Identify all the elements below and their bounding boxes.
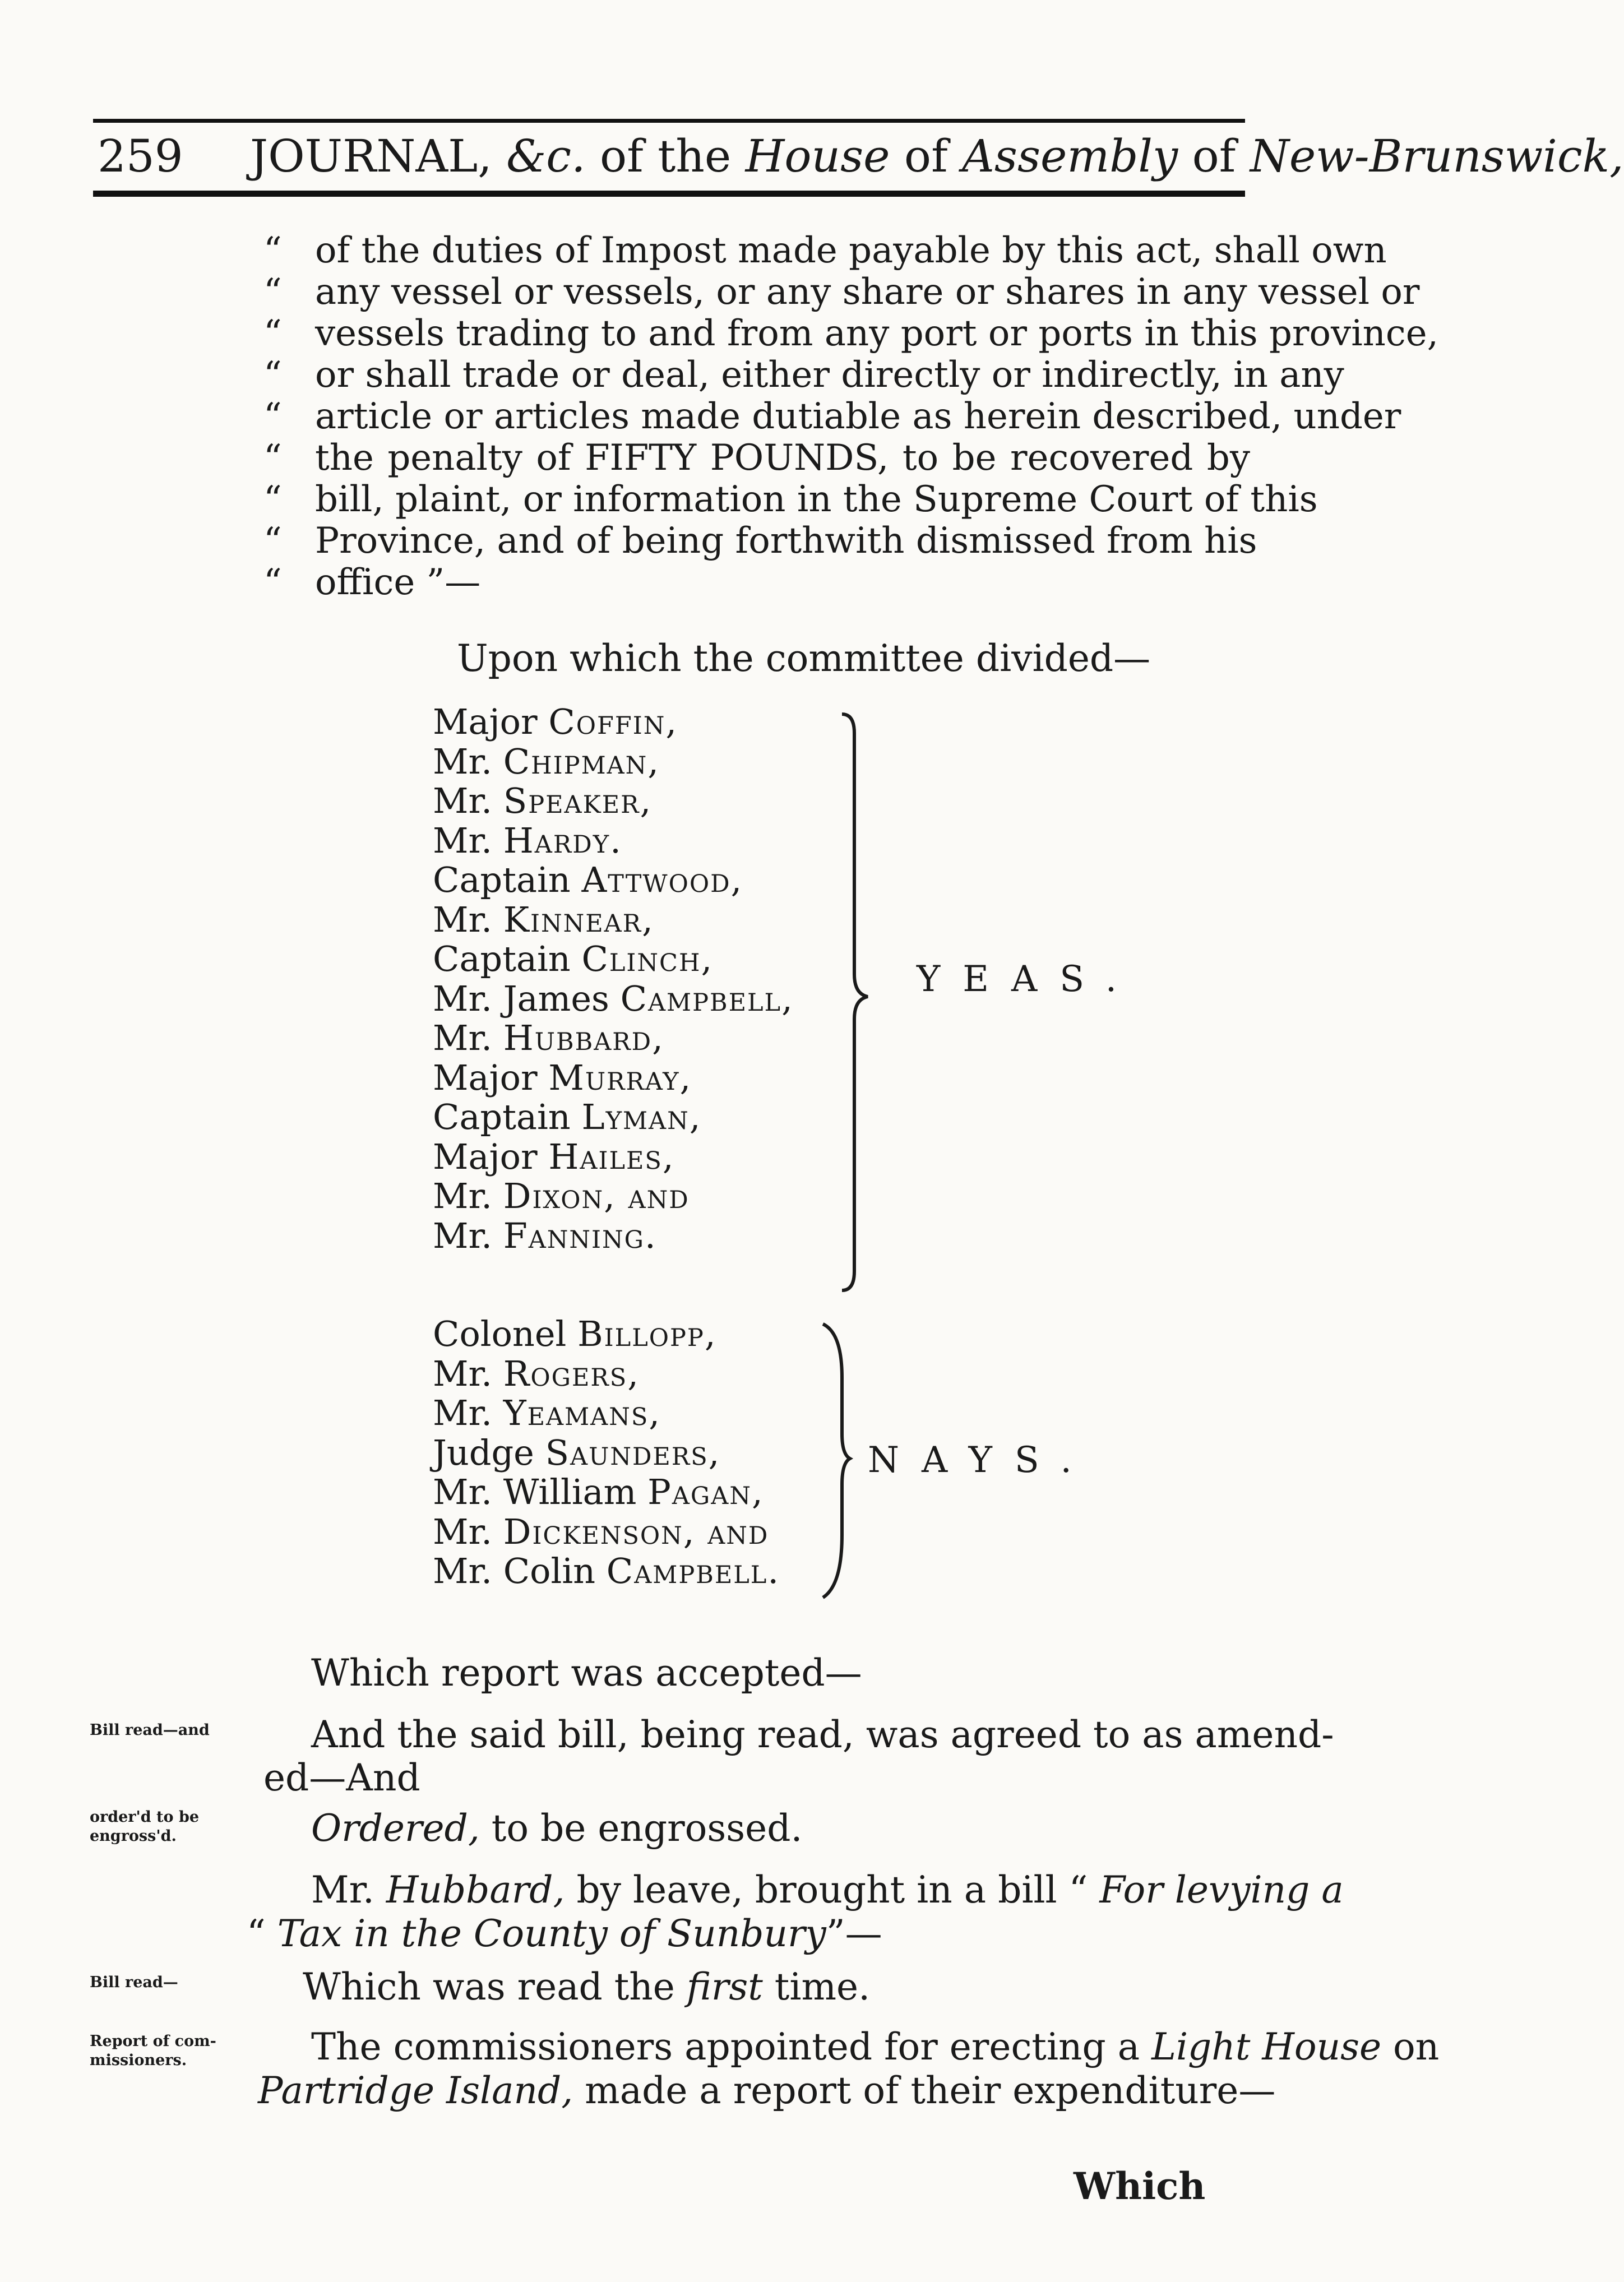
quote-line	[263, 271, 1420, 313]
nays-member	[433, 1314, 780, 1354]
yeas-member	[433, 860, 794, 900]
member-title: Mr.	[433, 1511, 503, 1552]
member-title: Mr.	[433, 820, 503, 861]
division-intro: Upon which the committee divided—	[457, 637, 1151, 680]
margin-note-bill-read: Bill read—	[90, 1974, 178, 1991]
yeas-member	[433, 1019, 794, 1058]
commissioners-line-1: The commissioners appointed for erecting a Light House on	[311, 2025, 1440, 2068]
hubbard-bill-line-2: “ Tax in the County of Sunbury”—	[247, 1912, 882, 1955]
member-surname: Kinnear,	[503, 899, 654, 940]
yeas-member	[433, 900, 794, 940]
quote-mark: “	[263, 230, 282, 271]
member-title: Mr.	[433, 1017, 503, 1058]
ordered-engrossed: Ordered, to be engrossed.	[311, 1807, 803, 1850]
member-title: Major	[433, 701, 549, 742]
quote-mark: “	[263, 396, 282, 437]
nays-list	[433, 1314, 780, 1591]
margin-note-report-1: Report of com-	[90, 2033, 216, 2050]
member-title: Colonel	[433, 1313, 578, 1354]
margin-note-ordered-1: order'd to be	[90, 1808, 199, 1826]
member-surname: Yeamans,	[503, 1392, 661, 1433]
read-first-time: Which was read the first time.	[303, 1965, 871, 2008]
member-surname: Attwood,	[581, 859, 743, 900]
member-surname: Chipman,	[503, 740, 660, 782]
yeas-member	[433, 1058, 794, 1098]
quote-mark: “	[263, 562, 282, 603]
nays-member	[433, 1552, 780, 1591]
yeas-member	[433, 1098, 794, 1137]
quote-line	[263, 230, 1387, 271]
running-title: JOURNAL, &c. of the House of Assembly of New-Brunswick,	[250, 130, 1624, 182]
quote-line-text: the penalty of FIFTY POUNDS, to be recovered by	[315, 437, 1250, 479]
bill-read-line-2: ed—And	[263, 1756, 420, 1799]
quote-line-text: bill, plaint, or information in the Supreme Court of this	[315, 479, 1318, 520]
running-header	[93, 124, 1624, 187]
quote-mark: “	[263, 437, 282, 479]
nays-member	[433, 1512, 780, 1552]
quote-line	[263, 520, 1257, 562]
quote-line-text: of the duties of Impost made payable by this act, shall own	[315, 230, 1387, 271]
member-title: Major	[433, 1057, 549, 1098]
bill-read-line-1: And the said bill, being read, was agreed to as amend-	[311, 1713, 1334, 1756]
member-surname: Hardy.	[503, 820, 622, 861]
nays-brace	[820, 1322, 853, 1602]
quote-line	[263, 354, 1344, 396]
yeas-member	[433, 1216, 794, 1256]
header-rule-top	[93, 119, 1245, 123]
yeas-member	[433, 821, 794, 861]
commissioners-line-2: Partridge Island, made a report of their expenditure—	[258, 2069, 1276, 2112]
member-surname: Campbell.	[606, 1550, 780, 1591]
quote-line-text: article or articles made dutiable as herein described, under	[315, 396, 1401, 437]
quote-line-text: or shall trade or deal, either directly or indirectly, in any	[315, 354, 1344, 396]
report-accepted: Which report was accepted—	[311, 1651, 862, 1695]
member-title: Mr. James	[433, 978, 621, 1019]
member-title: Mr.	[433, 1392, 503, 1433]
member-surname: Pagan,	[647, 1471, 764, 1512]
yeas-member	[433, 702, 794, 742]
member-title: Mr.	[433, 1175, 503, 1216]
margin-note-report-2: missioners.	[90, 2052, 187, 2069]
member-surname: Dixon, and	[503, 1175, 690, 1216]
nays-member	[433, 1394, 780, 1433]
quote-line-text: any vessel or vessels, or any share or shares in any vessel or	[315, 271, 1420, 313]
member-title: Captain	[433, 1096, 582, 1137]
member-title: Mr.	[433, 740, 503, 782]
margin-note-bill-read-and: Bill read—and	[90, 1721, 210, 1739]
yeas-member	[433, 979, 794, 1019]
member-surname: Rogers,	[503, 1353, 640, 1394]
quote-line-text: office ”—	[315, 562, 481, 603]
hubbard-bill-line-1: Mr. Hubbard, by leave, brought in a bill “ For levying a	[311, 1868, 1344, 1911]
quote-line	[263, 437, 1250, 479]
yeas-brace	[841, 711, 875, 1294]
catchword: Which	[1074, 2164, 1206, 2208]
quote-mark: “	[263, 479, 282, 520]
member-surname: Murray,	[548, 1057, 692, 1098]
quote-mark: “	[263, 271, 282, 313]
quote-mark: “	[263, 313, 282, 354]
nays-member	[433, 1354, 780, 1394]
yeas-member	[433, 1137, 794, 1177]
member-title: Captain	[433, 938, 582, 979]
member-title: Mr.	[433, 1353, 503, 1394]
member-surname: Saunders,	[545, 1432, 721, 1473]
yeas-list	[433, 702, 794, 1256]
member-surname: Hailes,	[548, 1136, 675, 1177]
yeas-member	[433, 1177, 794, 1216]
member-surname: Billopp,	[577, 1313, 717, 1354]
yeas-member	[433, 781, 794, 821]
member-title: Mr. William	[433, 1471, 648, 1512]
member-surname: Fanning.	[503, 1215, 657, 1256]
member-title: Major	[433, 1136, 549, 1177]
quote-line-text: vessels trading to and from any port or ports in this province,	[315, 313, 1438, 354]
member-surname: Campbell,	[620, 978, 794, 1019]
member-title: Captain	[433, 859, 582, 900]
yeas-label: YEAS.	[917, 959, 1140, 1000]
yeas-member	[433, 939, 794, 979]
quote-line	[263, 562, 1250, 603]
quote-mark: “	[263, 354, 282, 396]
member-title: Mr.	[433, 1215, 503, 1256]
member-title: Mr.	[433, 780, 503, 821]
member-surname: Hubbard,	[503, 1017, 664, 1058]
nays-member	[433, 1433, 780, 1473]
nays-label: NAYS.	[868, 1439, 1094, 1481]
margin-note-ordered-2: engross'd.	[90, 1827, 177, 1845]
member-surname: Clinch,	[581, 938, 714, 979]
quote-line-text: Province, and of being forthwith dismissed from his	[315, 520, 1257, 562]
quote-line	[263, 479, 1318, 520]
quote-line	[263, 396, 1401, 437]
member-title: Judge	[433, 1432, 545, 1473]
quoted-clause	[263, 230, 1438, 603]
member-title: Mr.	[433, 899, 503, 940]
member-surname: Speaker,	[503, 780, 653, 821]
member-surname: Dickenson, and	[503, 1511, 769, 1552]
header-rule-bottom	[93, 191, 1245, 197]
page-number: 259	[98, 130, 183, 182]
quote-line	[263, 313, 1438, 354]
quote-mark: “	[263, 520, 282, 562]
member-title: Mr. Colin	[433, 1550, 607, 1591]
yeas-member	[433, 742, 794, 782]
member-surname: Lyman,	[581, 1096, 702, 1137]
nays-member	[433, 1473, 780, 1512]
member-surname: Coffin,	[548, 701, 678, 742]
